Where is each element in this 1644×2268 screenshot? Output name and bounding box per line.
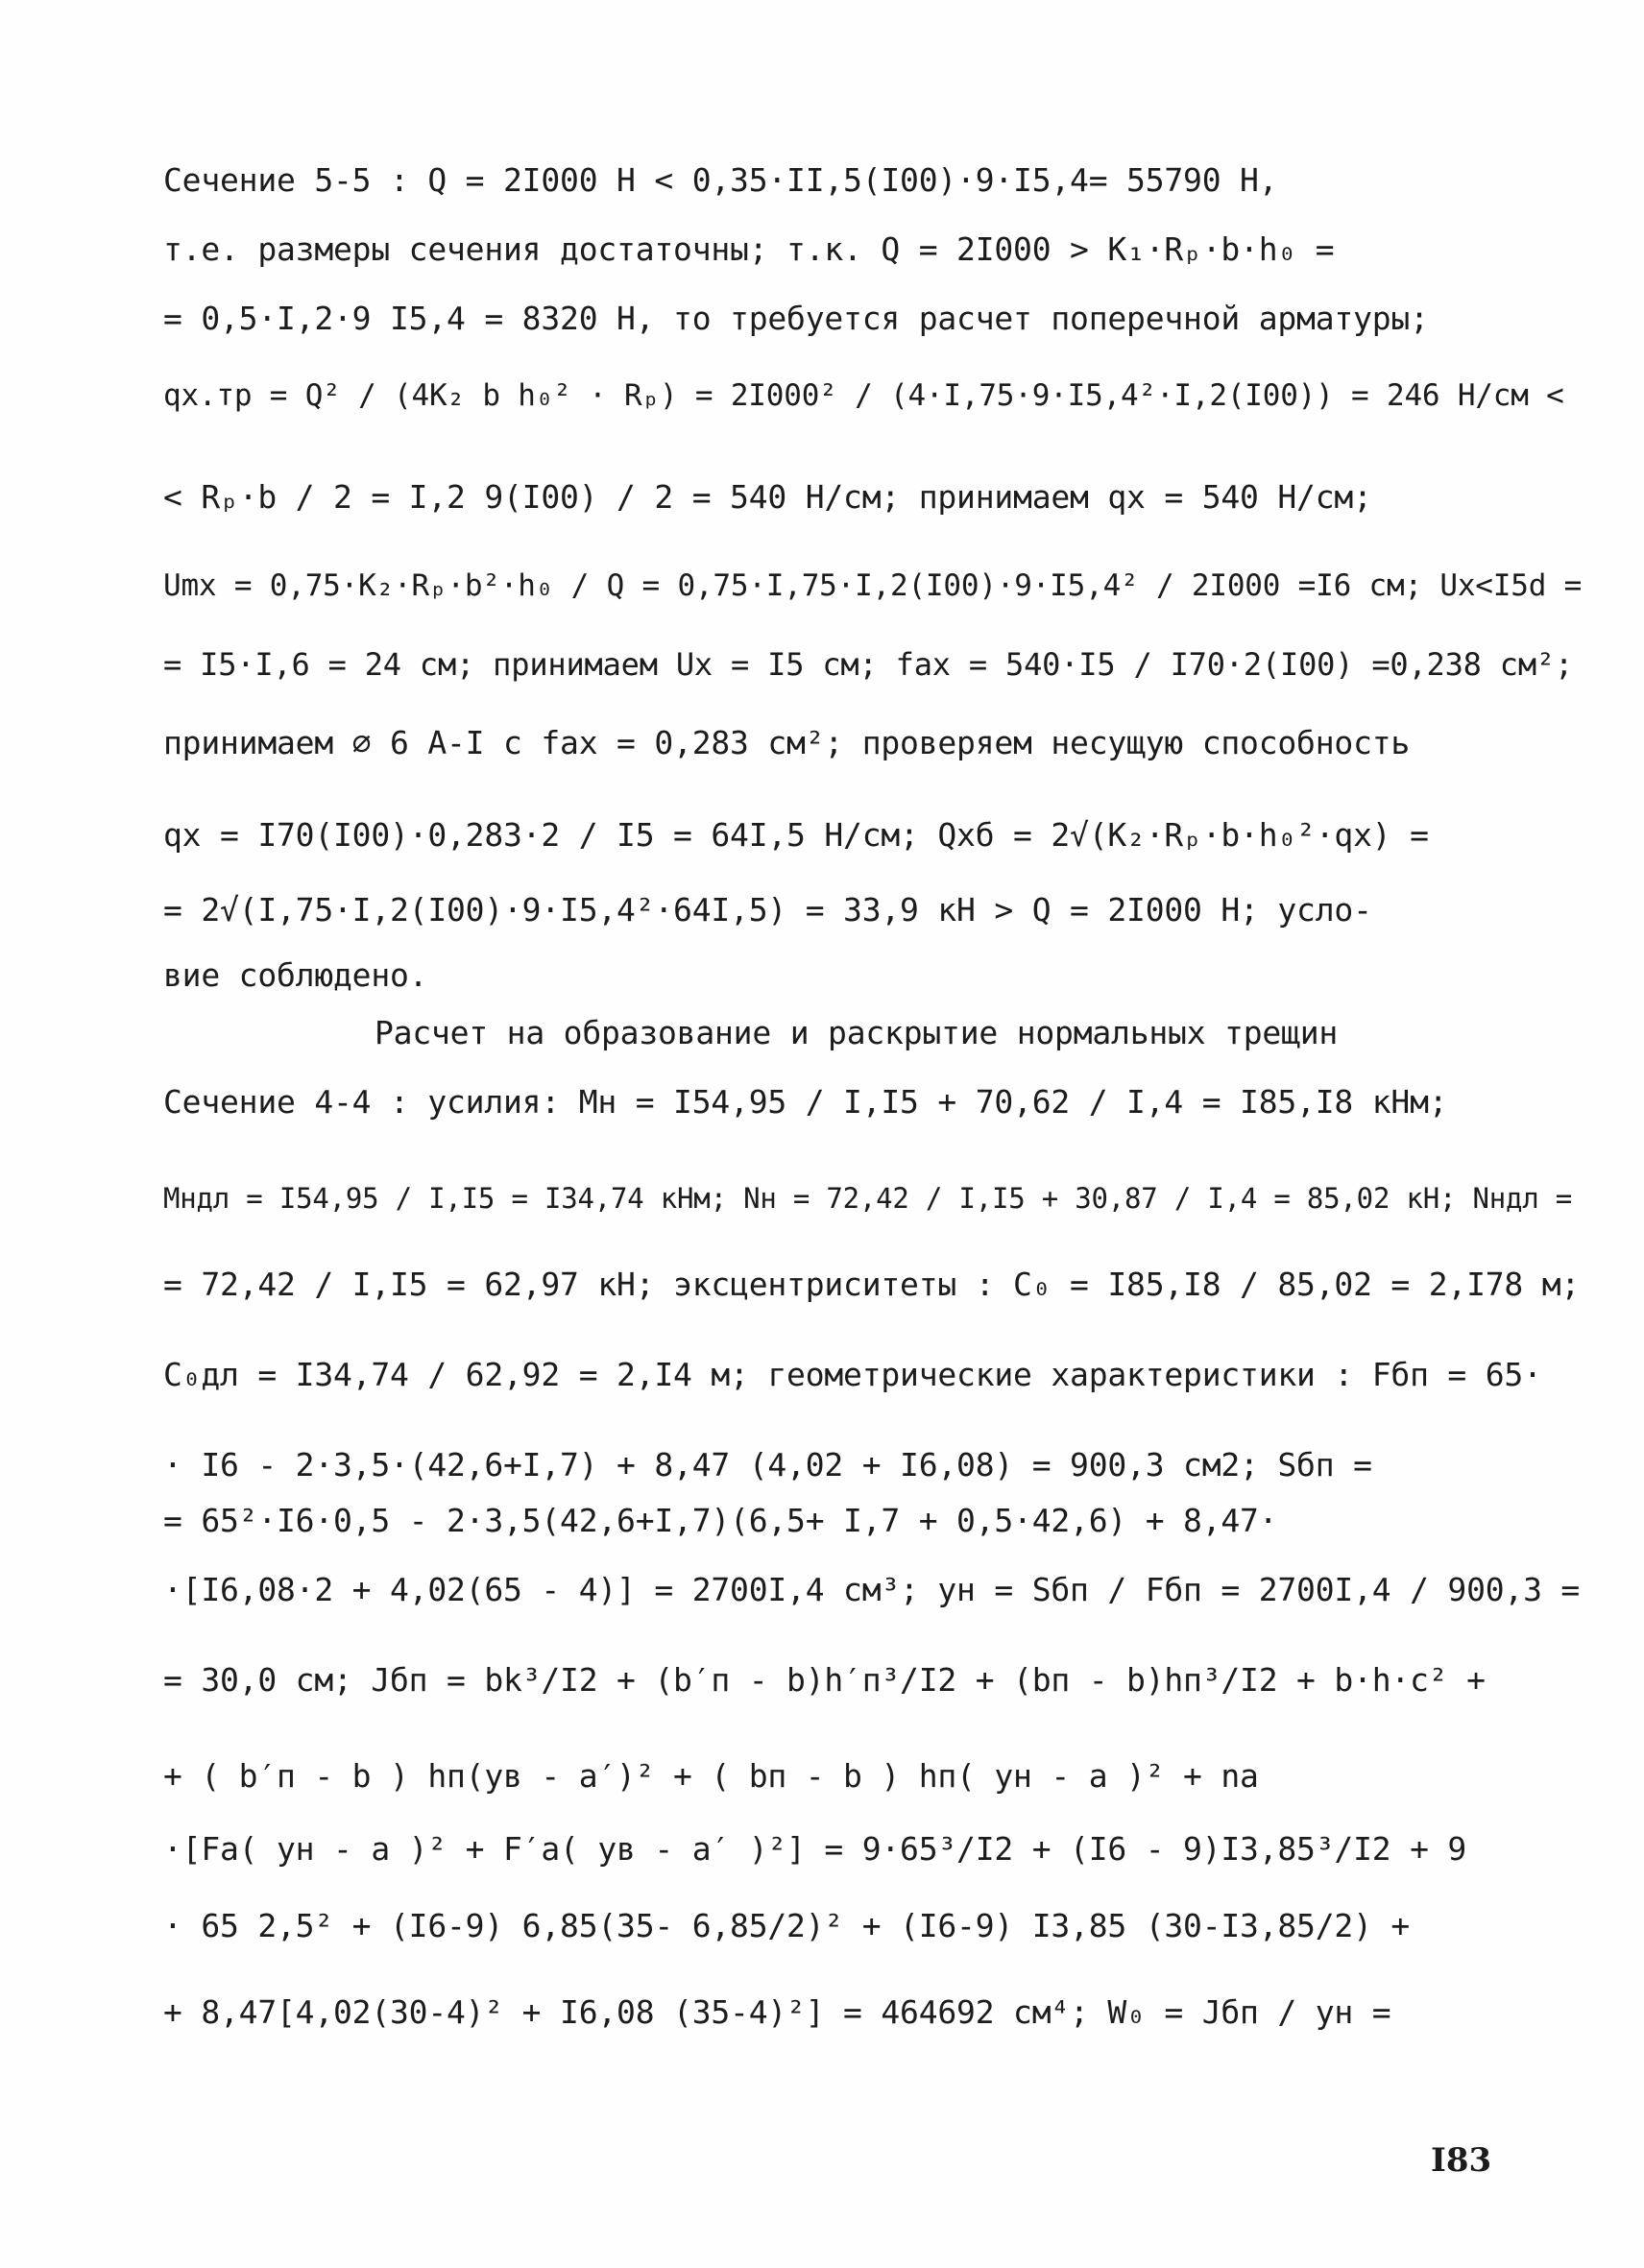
text-line-22: · 65 2,5² + (I6-9) 6,85(35- 6,85/2)² + (I6-9) I3,85 (30-I3,85/2) + (163, 1907, 1411, 1944)
text-line-8: принимаем ∅ 6 А-I с fах = 0,283 см²; проверяем несущую способность (163, 724, 1411, 761)
text-line-14: = 72,42 / I,I5 = 62,97 кН; эксцентриситеты : C₀ = I85,I8 / 85,02 = 2,I78 м; (163, 1266, 1581, 1303)
text-line-6: Umx = 0,75·K₂·Rₚ·b²·h₀ / Q = 0,75·I,75·I,2(I00)·9·I5,4² / 2I000 =I6 см; Uх<I5d = (163, 568, 1583, 603)
text-line-9: qх = I70(I00)·0,283·2 / I5 = 64I,5 Н/см; Qхб = 2√(K₂·Rₚ·b·h₀²·qх) = (163, 816, 1429, 854)
text-line-18: ·[I6,08·2 + 4,02(65 - 4)] = 2700I,4 см³; yн = Sбп / Fбп = 2700I,4 / 900,3 = (163, 1571, 1581, 1608)
text-line-7: = I5·I,6 = 24 см; принимаем Uх = I5 см; fах = 540·I5 / I70·2(I00) =0,238 см²; (163, 646, 1574, 683)
text-line-3: = 0,5·I,2·9 I5,4 = 8320 Н, то требуется расчет поперечной арматуры; (163, 300, 1429, 337)
page-number: I83 (1431, 2141, 1492, 2180)
text-line-21: ·[Fа( yн - a )² + F′а( yв - a′ )²] = 9·65³/I2 + (I6 - 9)I3,85³/I2 + 9 (163, 1830, 1467, 1868)
text-line-13: Mндл = I54,95 / I,I5 = I34,74 кНм; Nн = 72,42 / I,I5 + 30,87 / I,4 = 85,02 кН; Nндл = (163, 1182, 1573, 1215)
text-line-15: C₀дл = I34,74 / 62,92 = 2,I4 м; геометрические характеристики : Fбп = 65· (163, 1356, 1542, 1393)
text-line-11: вие соблюдено. (163, 956, 428, 994)
text-line-20: + ( b′п - b ) hп(yв - a′)² + ( bп - b ) hп( yн - a )² + nа (163, 1757, 1259, 1795)
text-line-2: т.е. размеры сечения достаточны; т.к. Q = 2I000 > K₁·Rₚ·b·h₀ = (163, 230, 1335, 268)
text-line-16: · I6 - 2·3,5·(42,6+I,7) + 8,47 (4,02 + I6,08) = 900,3 см2; Sбп = (163, 1446, 1372, 1484)
section-heading: Расчет на образование и раскрытие нормальных трещин (375, 1014, 1339, 1051)
text-line-23: + 8,47[4,02(30-4)² + I6,08 (35-4)²] = 464692 см⁴; W₀ = Jбп / yн = (163, 1993, 1391, 2031)
text-line-19: = 30,0 см; Jбп = bk³/I2 + (b′п - b)h′п³/I2 + (bп - b)hп³/I2 + b·h·c² + (163, 1661, 1486, 1699)
text-line-17: = 65²·I6·0,5 - 2·3,5(42,6+I,7)(6,5+ I,7 + 0,5·42,6) + 8,47· (163, 1502, 1278, 1539)
text-line-5: < Rₚ·b / 2 = I,2 9(I00) / 2 = 540 Н/см; принимаем qх = 540 Н/см; (163, 478, 1372, 516)
text-line-10: = 2√(I,75·I,2(I00)·9·I5,4²·64I,5) = 33,9 кН > Q = 2I000 Н; усло- (163, 891, 1372, 929)
text-line-4: qх.тр = Q² / (4K₂ b h₀² · Rₚ) = 2I000² / (4·I,75·9·I5,4²·I,2(I00)) = 246 Н/см < (163, 378, 1564, 413)
text-line-1: Сечение 5-5 : Q = 2I000 Н < 0,35·II,5(I00)·9·I5,4= 55790 Н, (163, 161, 1278, 199)
text-line-12: Сечение 4-4 : усилия: Mн = I54,95 / I,I5 + 70,62 / I,4 = I85,I8 кНм; (163, 1083, 1448, 1121)
